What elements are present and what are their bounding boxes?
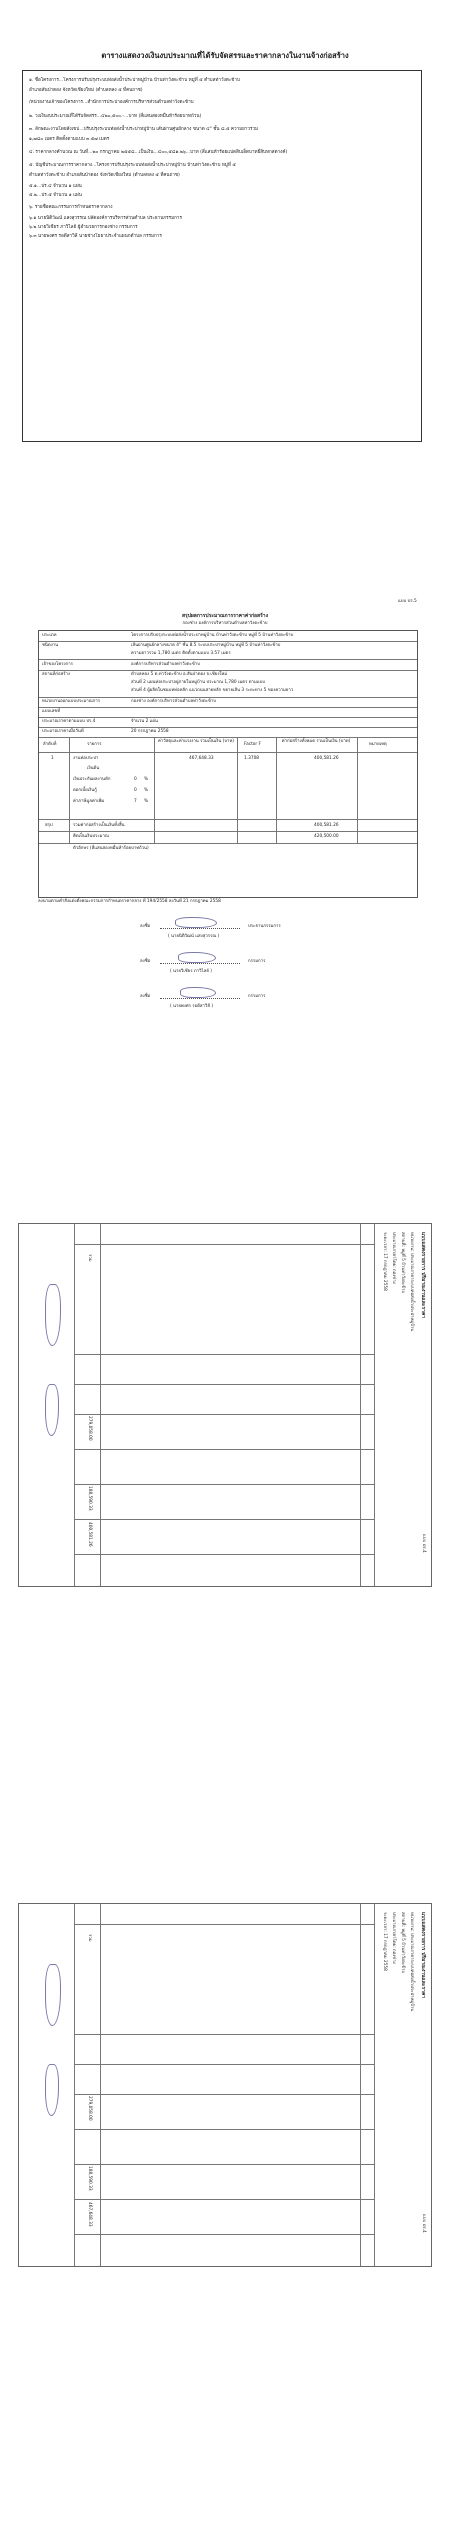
sign-prefix: ลงชื่อ [140,959,151,964]
handwritten-signature [45,1964,61,2026]
signature-block [0,915,450,1030]
row-cost: 0 [134,788,137,793]
line-1: ๑. ชื่อโครงการ...โครงการปรับปรุงระบบท่อส่งน้ำประปาหมู่บ้าน บ้านท่าวังตะข้าบ หมู่ที่ ๕ ตำบลท่าวังตะข้าบ [29,78,240,83]
col-header-factor: Factor F [244,742,261,747]
boq-info: สถานที่: หมู่ที่ 5 บ้านท่าวังตะข้าบ [400,1232,405,1294]
info-value: กองช่าง องค์การบริหารส่วนตำบลท่าวังตะข้าบ [131,699,217,704]
row-item: เงินต้น [87,766,100,771]
summary-rounded-value: 420,500.00 [314,834,339,839]
boq-sheet [18,1903,432,2267]
sign-prefix: ลงชื่อ [140,924,151,929]
boq-info: หน่วยงาน: ประมาณราคาระบบท่อส่งน้ำประปาหมู่บ้าน [409,1232,414,1332]
handwritten-signature [175,917,217,928]
handwritten-signature [45,1384,59,1436]
line-9: ตำบลท่าวังตะข้าบ อำเภอสันป่าตอง จังหวัดเชียงใหม่ (ตำบลหลง ๕ ที่คนถาช) [29,173,180,178]
page-2-estimate-summary [0,600,450,920]
line-12: ๖. รายชื่อคณะกรรมการกำหนดราคากลาง [29,205,113,210]
col-header-cost: ค่าวัสดุและค่าแรงงาน รวมเป็นเงิน (บาท) [158,739,234,744]
line-13: ๖.๑ นายนิติวัฒน์ แสงสุวรรณ ปลัดองค์การบริหารส่วนตำบล ประธานกรรมการ [29,216,182,221]
boq-info: ประมาณราคาโดย: กองช่าง [391,1912,396,1964]
page-4-boq-rotated [0,1870,450,2300]
page-1-median-price-form [0,0,450,470]
boq-form-code: แบบ ปร.4 [421,1534,426,1553]
line-10: ๕.๑...ปร.๔ จำนวน ๑ แผ่น [29,184,82,189]
row-item: งานท่อประปา [73,756,99,761]
info-value: 20 กรกฎาคม 2558 [131,729,169,734]
summary-title: สรุปผลการประมาณการราคาค่าก่อสร้าง [181,613,269,619]
page-3-boq-rotated [0,1190,450,1620]
info-label: ประมาณราคาเมื่อวันที่ [42,729,84,734]
boq-material-total: 279,058.00 [87,2096,92,2121]
sign-name: ( นายพงศร รอดีสาวิลี ) [170,1004,214,1009]
row-item: เงินประกันผลงานหัก [73,777,111,782]
line-8: ๕. บัญชีประมาณการราคากลาง...โครงการปรับปรุงระบบท่อส่งน้ำประปาหมู่บ้าน บ้านท่าวังตะข้าบ หมู่ที่ ๕ [29,163,236,168]
sign-role: กรรมการ [248,994,266,999]
row-factor: % [144,788,149,793]
boq-form-code: แบบ ปร.4 [421,2214,426,2233]
boq-total-label: รวม [87,1254,92,1262]
form-box [22,70,422,442]
line-2: อำเภอสันป่าตอง จังหวัดเชียงใหม่ (ตำบลหลง ๕ ที่คนถาช) [29,88,143,93]
boq-heading: แบบแสดงรายการ ปริมาณงานและราคา [420,1232,426,1319]
col-header-item: รายการ [87,742,102,747]
handwritten-signature [180,987,216,998]
info-label: ประเภท [42,633,57,638]
line-15: ๖.๓ นายพงศร รอดีสาวิลี นายช่างโยธาประจำแผนกตำบล กรรมการ [29,234,162,239]
boq-grand-total: 400,581.26 [87,1522,92,1547]
info-value: องค์การบริหารส่วนตำบลท่าวังตะข้าบ [131,662,200,667]
sign-role: กรรมการ [248,959,266,964]
line-5: ๓. ลักษณะงานโดยสังเขป...ปรับปรุงระบบท่อส่งน้ำประปาหมู่บ้าน เส้นผ่านศูนย์กลาง ขนาด ๔" ชั้น ๘.๕ ความยาวรวม [29,127,259,132]
row-item: ค่าภาษีมูลค่าเพิ่ม [73,799,105,804]
line-3: /หน่วยงานเจ้าของโครงการ...สำนักการประปาองค์การบริหารส่วนตำบลท่าวังตะข้าบ [29,100,194,105]
handwritten-signature [178,952,216,963]
boq-heading: แบบแสดงรายการ ปริมาณงานและราคา [420,1912,426,1999]
boq-info: สถานที่: หมู่ที่ 5 บ้านท่าวังตะข้าบ [400,1912,405,1974]
handwritten-signature [45,2064,59,2116]
info-value: ตำบลหลง 5 ต.ท่าวังตะข้าบ อ.สันป่าตอง จ.เชียงใหม่ [131,672,228,677]
boq-sheet [18,1223,432,1587]
summary-subtitle: กองช่าง องค์การบริหารส่วนตำบลท่าวังตะข้าบ [182,621,268,626]
info-label: หน่วยงานออกแบบประมาณการ [42,699,101,704]
info-value: จำนวน 2 แผ่น [131,719,158,724]
row-factor: 1.3708 [244,756,260,761]
sign-prefix: ลงชื่อ [140,994,151,999]
info-value: ความยาวรวม 1,780 เมตร ติดตั้งตามแบบ 3.57 เมตร [131,651,231,656]
line-11: ๕.๒...ปร.๕ จำนวน ๑ แผ่น [29,193,82,198]
boq-total-label: รวม [87,1934,92,1942]
sign-role: ประธานกรรมการ [248,924,281,929]
line-4: ๒. วงเงินงบประมาณที่ได้รับจัดสรร...๔๒๐,๕๐๐.-...บาท (สี่แสนสองหมื่นห้าร้อยบาทถ้วน) [29,114,202,119]
form-number: แบบ ปร.5 [398,599,417,604]
boq-labour-total: 188,590.33 [87,2166,92,2191]
amount-in-words: ตัวอักษร (สี่แสนสองหมื่นห้าร้อยบาทถ้วน) [73,846,149,851]
summary-total-value: 400,581.26 [314,823,339,828]
boq-grand-total: 467,648.33 [87,2202,92,2227]
info-value: โครงการปรับปรุงระบบท่อส่งน้ำประปาหมู่บ้าน บ้านท่าวังตะข้าบ หมู่ที่ 5 บ้านท่าวังตะข้าบ [131,633,294,638]
row-cost: 0 [134,777,137,782]
line-6: ๑,๗๘๐ เมตร ติดตั้งตามแบบ ๓.๕๗ เมตร [29,137,110,142]
boq-info: ระยะเวลา: 17 กรกฎาคม 2558 [382,1912,387,1971]
info-label: แบบเลขที่ [42,709,61,714]
row-factor: % [144,799,149,804]
info-label: ประมาณราคาตามแบบ ปร.4 [42,719,96,724]
row-cost: 467,648.33 [189,756,214,761]
row-factor: % [144,777,149,782]
sign-name: ( นายวิเชียร ภาวิไลย์ ) [170,969,212,974]
info-value: ส่วนที่ 4 ผู้ผลิตในชนบทท่อหลัก แนวถนนสายหลัก ขยายเส้น 3 ระยะทาง 5 ของความยาว [131,688,294,693]
info-value: เส้นผ่านศูนย์กลางขนาด 4" ชั้น 8.5 ระบบประปาหมู่บ้าน หมู่ที่ 5 บ้านท่าวังตะข้าบ [131,643,281,648]
row-no: 1 [51,756,54,761]
boq-info: ประมาณราคาโดย: กองช่าง [391,1232,396,1284]
col-header-total: ค่าก่อสร้างทั้งหมด รวมเป็นเงิน (บาท) [281,739,351,744]
boq-labour-total: 188,590.33 [87,1486,92,1511]
info-label: สถานที่ก่อสร้าง [42,672,71,677]
boq-info: ระยะเวลา: 17 กรกฎาคม 2558 [382,1232,387,1291]
boq-info: หน่วยงาน: ประมาณราคาระบบท่อส่งน้ำประปาหมู่บ้าน [409,1912,414,2012]
line-14: ๖.๒ นายวิเชียร ภาวิไลย์ ผู้อำนวยการกองช่าง กรรมการ [29,225,138,230]
info-label: ชนิดงาน [42,643,59,648]
summary-sheet [38,630,418,898]
col-header-no: ลำดับที่ [43,742,57,747]
info-value: ส่วนที่ 2 แผนท่อประปาอยู่ภายในหมู่บ้าน ประมาณ 1,780 เมตร ตามแบบ [131,680,266,685]
page-title: ตารางแสดงวงเงินงบประมาณที่ได้รับจัดสรรและราคากลางในงานจ้างก่อสร้าง [101,51,349,60]
col-header-note: หมายเหตุ [369,742,387,747]
boq-material-total: 279,058.00 [87,1416,92,1441]
handwritten-signature [45,1284,61,1346]
row-item: ดอกเบี้ยเงินกู้ [73,788,97,793]
committee-order-line: ลงนามตามคำสั่งแต่งตั้งคณะกรรมการกำหนดราคากลาง ที่ 194/2558 ลงวันที่ 21 กรกฎาคม 2558 [38,899,221,904]
sign-name: ( นายนิติวัฒน์ แสงสุวรรณ ) [168,934,220,939]
line-7: ๔. ราคากลางคำนวณ ณ วันที่...๒๐ กรกฎาคม ๒๕๕๘...เป็นเงิน...๔๐๐,๕๘๑.๒๖...บาท (สี่แสนห้าร้อยแปดสิบเอ็ดบาทยี่สิบหกสตางค์) [29,150,288,155]
summary-rounded-label: คิดเป็นเงินประมาณ [73,834,109,839]
summary-label: สรุป [45,823,53,828]
row-total: 400,581.26 [314,756,339,761]
summary-total-label: รวมค่าก่อสร้างเป็นเงินทั้งสิ้น [73,823,125,828]
row-cost: 7 [134,799,137,804]
info-label: เจ้าของโครงการ [42,662,73,667]
